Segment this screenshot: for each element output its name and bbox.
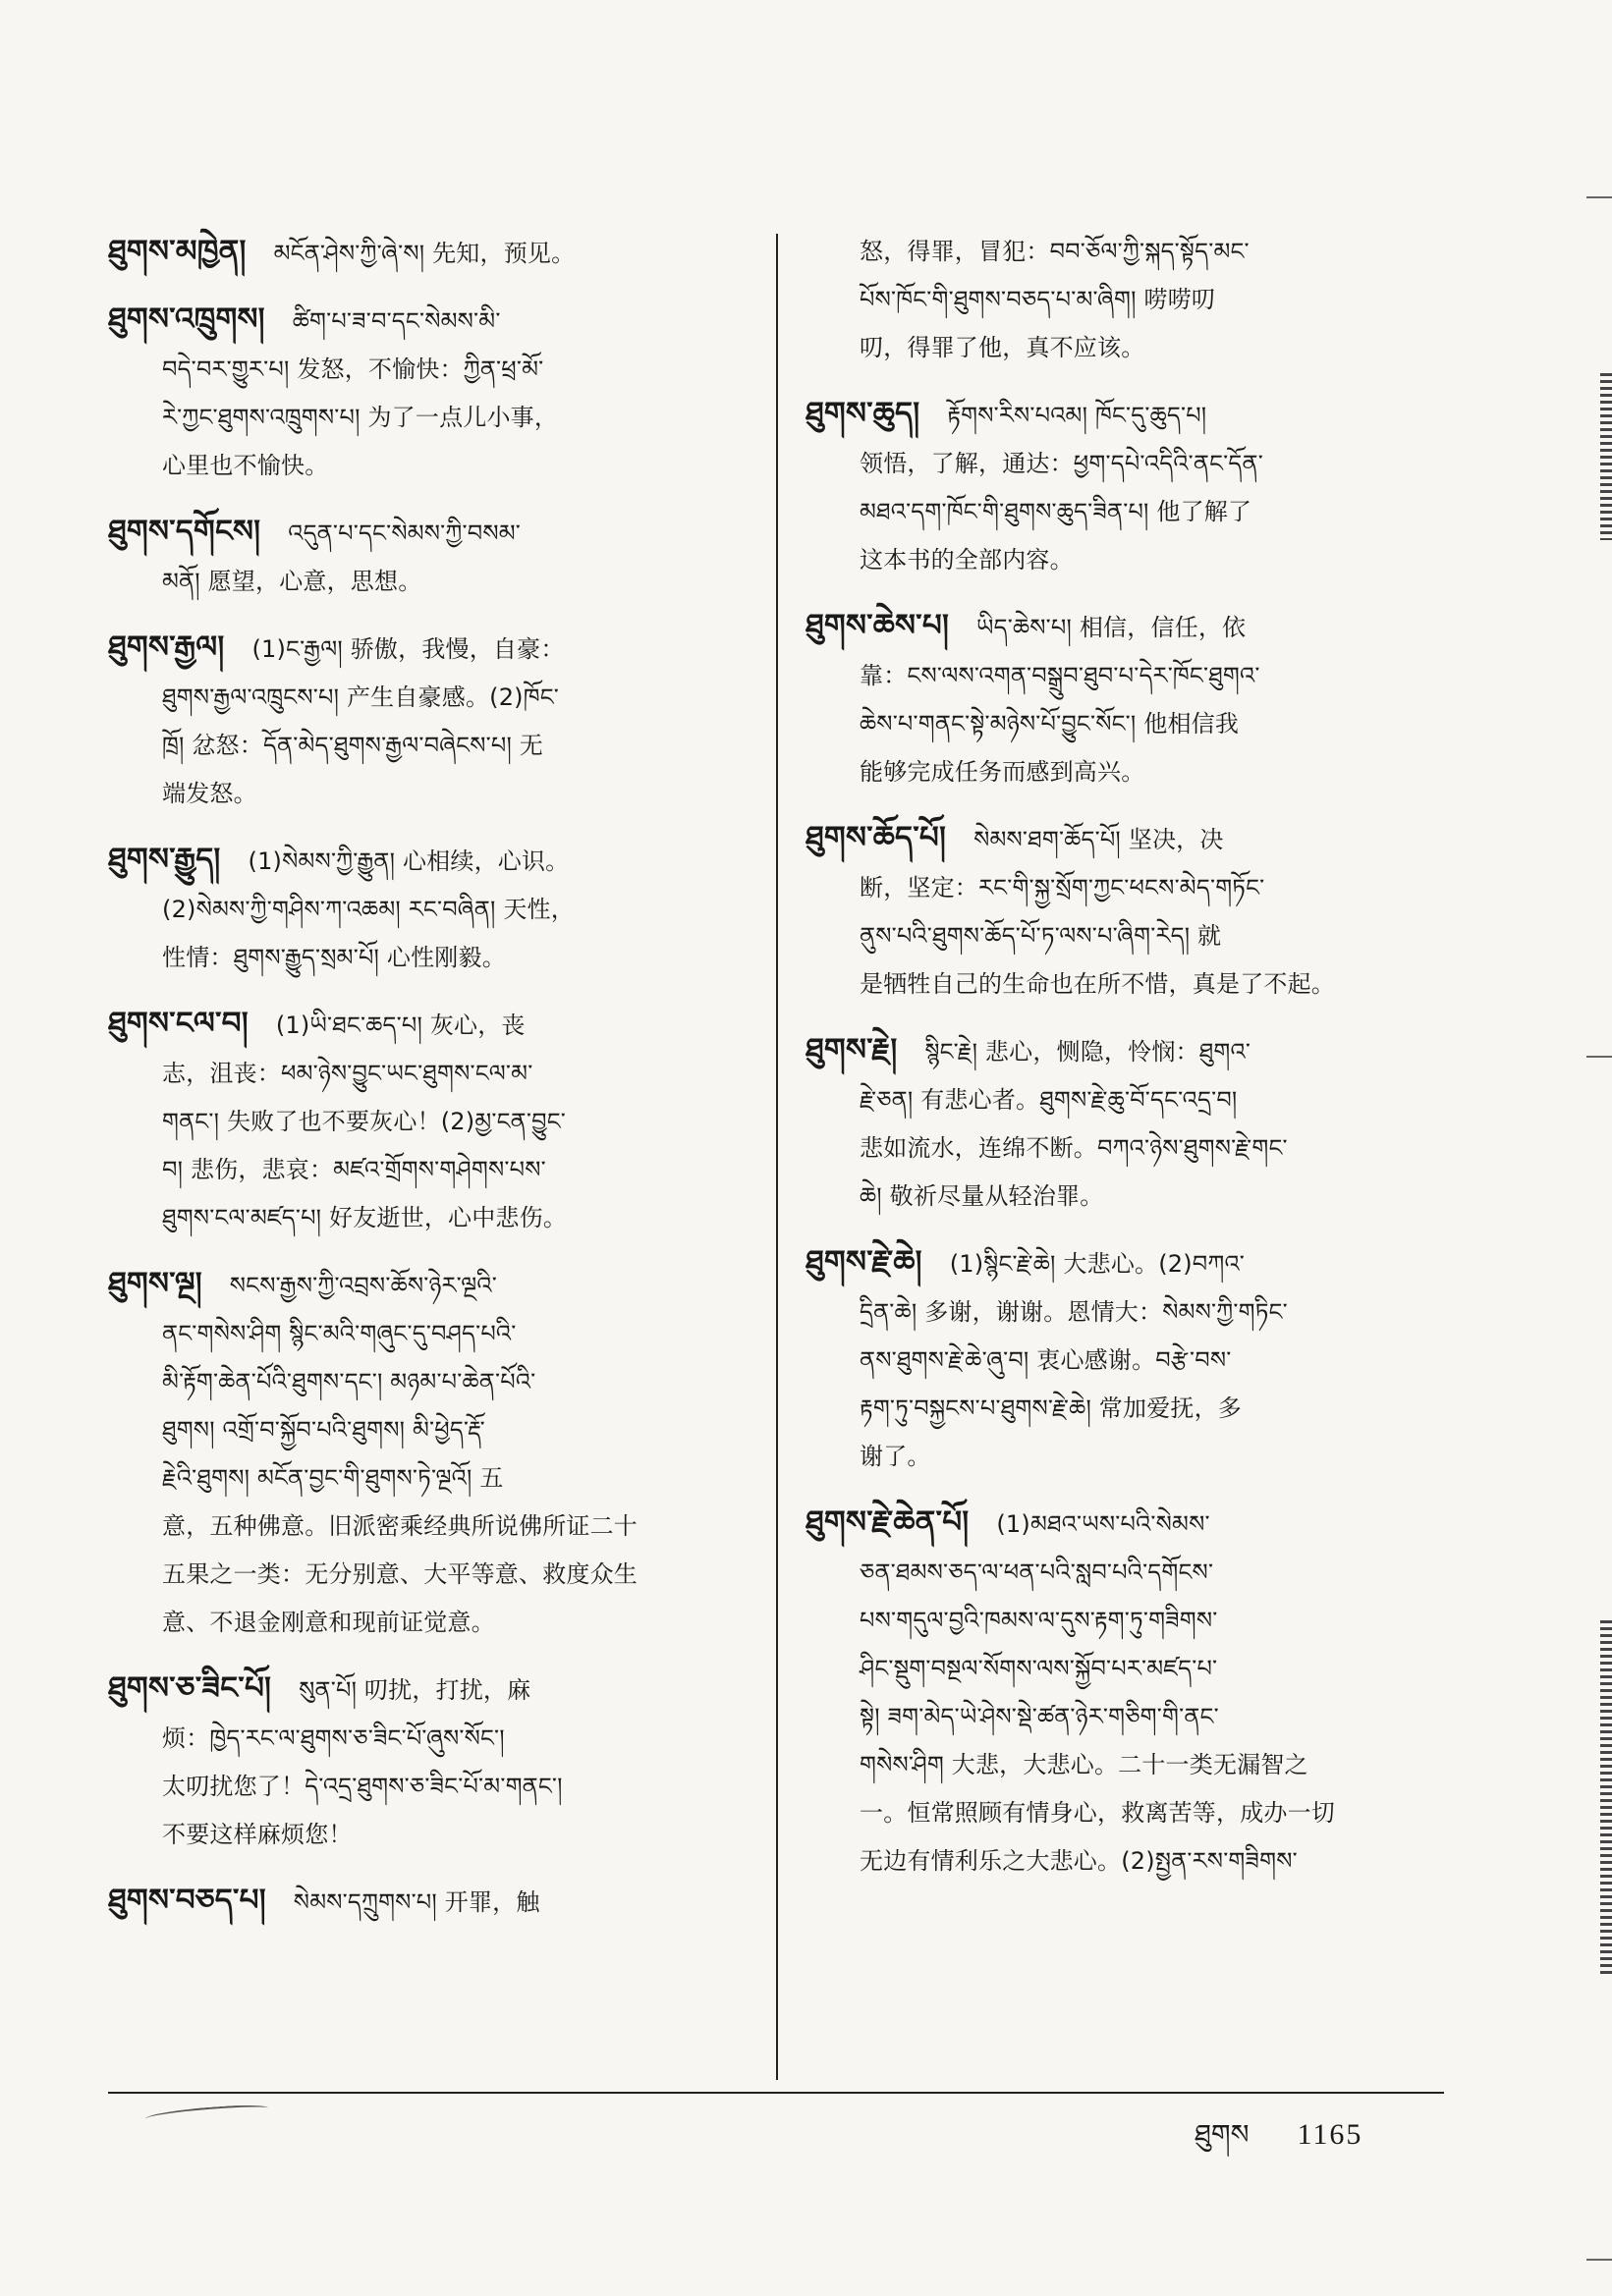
definition-text: རེ་ཀྱང་ཐུགས་འཁྲུགས་པ། 为了一点儿小事， (162, 404, 559, 431)
page-footer (1195, 2104, 1362, 2181)
entry-line (806, 748, 1449, 796)
definition-text: སྙིང་རྗེ། 悲心，恻隐，怜悯：ཐུགའ་ (924, 1038, 1251, 1066)
definition-text: མི་རྟོག་ཆེན་པོའི་ཐུགས་དང་། མཉམ་པ་ཆེན་པོའི་ (162, 1368, 536, 1395)
entry-line (108, 1000, 751, 1050)
entry-line (108, 228, 751, 278)
entry-line (108, 346, 751, 394)
definition-text: རྟོགས་རིས་པའམ། ཁོང་དུ་ཆུད་པ། (947, 402, 1207, 429)
definition-text: 悲如流水，连绵不断。བཀའ་ཉེས་ཐུགས་རྗེ་གང་ (860, 1134, 1288, 1162)
definition-text: ཤིང་སྡུག་བསྔལ་སོགས་ལས་སྐྱོབ་པར་མཛད་པ་ (860, 1655, 1218, 1682)
ink-smudge (145, 2104, 269, 2124)
entry-line (108, 1194, 751, 1242)
entry-line (108, 442, 751, 490)
definition-text: སུན་པོ། 叨扰，打扰，麻 (299, 1676, 531, 1704)
entry-line (806, 602, 1449, 652)
entry-line (806, 1499, 1449, 1549)
definition-text: 五果之一类：无分别意、大平等意、救度众生 (162, 1560, 638, 1588)
headword: ཐུགས་རྗེ། (806, 1032, 898, 1067)
headword: ཐུགས་ཆོད་པོ། (806, 820, 947, 855)
definition-text: དྲིན་ཆེ། 多谢，谢谢。恩情大：སེམས་ཀྱི་གཏིང་ (860, 1298, 1288, 1326)
page-number: 1165 (1297, 2118, 1363, 2151)
entry-line (108, 1599, 751, 1647)
entry-line (806, 324, 1449, 372)
definition-text: (1)ཡི་ཐང་ཆད་པ། 灰心，丧 (275, 1011, 526, 1039)
entry-line (806, 276, 1449, 324)
left-column (108, 228, 751, 1944)
definition-text: སྟེ། ཟག་མེད་ཡེ་ཤེས་སྡེ་ཚན་ཉེར་གཅིག་གི་ནང་ (860, 1703, 1219, 1730)
definition-text: གསེས་ཤིག 大悲，大悲心。二十一类无漏智之 (860, 1751, 1308, 1778)
entry-line (806, 390, 1449, 440)
entry-line (108, 558, 751, 606)
definition-text: 这本书的全部内容。 (860, 546, 1074, 574)
definition-text: (1)སྙིང་རྗེ་ཆེ། 大悲心。(2)བཀའ་ (949, 1250, 1246, 1278)
dictionary-entry (806, 228, 1449, 372)
entry-line (806, 1433, 1449, 1481)
definition-text: སེམས་ཐག་ཆོད་པོ། 坚决，决 (973, 826, 1224, 853)
entry-line (806, 1385, 1449, 1433)
entry-line (806, 1288, 1449, 1337)
entry-line (806, 1076, 1449, 1124)
definition-text: 一。恒常照顾有情身心，救离苦等，成办一切 (860, 1799, 1335, 1827)
dictionary-entry (108, 228, 751, 278)
headword: ཐུགས་ལྔ། (108, 1266, 202, 1301)
entry-line (108, 1877, 751, 1927)
scan-edge-marks (1600, 1620, 1612, 1974)
dictionary-entry (806, 1499, 1449, 1886)
definition-text: ཐུགས་ངལ་མཛད་པ། 好友逝世，心中悲伤。 (162, 1204, 568, 1231)
entry-line (108, 296, 751, 346)
definition-text: (1)མཐའ་ཡས་པའི་སེམས་ (996, 1510, 1210, 1538)
entry-line (108, 836, 751, 886)
definition-text: (1)ང་རྒྱལ། 骄傲，我慢，自豪： (251, 635, 565, 663)
entry-line (806, 440, 1449, 488)
entry-line (806, 960, 1449, 1009)
definition-text: 性情：ཐུགས་རྒྱུད་སྲམ་པོ། 心性刚毅。 (162, 944, 506, 971)
entry-line (806, 864, 1449, 912)
entry-line (108, 1503, 751, 1551)
headword: ཐུགས་རྗེ་ཆེན་པོ། (806, 1504, 970, 1540)
dictionary-entry (806, 1238, 1449, 1481)
entry-line (806, 1238, 1449, 1288)
dictionary-entry (806, 602, 1449, 796)
definition-text: ཆེ། 敬祈尽量从轻治罪。 (860, 1182, 1104, 1210)
definition-text: ནས་ཐུགས་རྗེ་ཆེ་ཞུ་བ། 衷心感谢。བརྩེ་བས་ (860, 1346, 1232, 1374)
entry-line (806, 912, 1449, 960)
entry-line (806, 1026, 1449, 1076)
entry-line (806, 652, 1449, 700)
entry-line (108, 1811, 751, 1859)
definition-text: ཅན་ཐམས་ཅད་ལ་ཕན་པའི་སླབ་པའི་དགོངས་ (860, 1558, 1214, 1586)
definition-text: བདེ་བར་གྱུར་པ། 发怒，不愉快：ཀྱིན་ཕྲ་མོ་ (162, 355, 544, 383)
entry-line (108, 1551, 751, 1599)
headword: ཐུགས་མཁྱེན། (108, 234, 247, 269)
scan-edge-tick (1586, 2259, 1612, 2261)
dictionary-entry (108, 296, 751, 490)
entry-line (806, 1124, 1449, 1173)
headword: ཐུགས་འཁྲུགས། (108, 301, 265, 337)
entry-line (108, 1665, 751, 1715)
entry-line (806, 1597, 1449, 1645)
definition-text: 断，坚定：རང་གི་སྐྱ་སྲོག་ཀྱང་ཕངས་མེད་གཏོང་ (860, 874, 1265, 902)
headword: ཐུགས་ཅ་ཟིང་པོ། (108, 1670, 272, 1706)
definition-text: ཡིད་ཆེས་པ། 相信，信任，依 (976, 614, 1247, 641)
entry-line (108, 1763, 751, 1811)
scan-edge-tick (1586, 196, 1612, 198)
definition-text: སངས་རྒྱས་ཀྱི་འབྲས་ཆོས་ཉེར་ལྔའི་ (229, 1272, 497, 1299)
scan-edge-tick (1586, 1056, 1612, 1058)
column-divider (776, 234, 778, 2080)
headword: ཐུགས་ངལ་བ། (108, 1006, 249, 1041)
definition-text: 意、不退金刚意和现前证觉意。 (162, 1609, 495, 1636)
entry-line (806, 1337, 1449, 1385)
headword: ཐུགས་ཆེས་པ། (806, 608, 950, 643)
right-column (806, 228, 1449, 1903)
definition-text: རྟག་ཏུ་བསྐྱངས་པ་ཐུགས་རྗེ་ཆེ། 常加爱抚，多 (860, 1394, 1243, 1422)
entry-line (806, 536, 1449, 584)
definition-text: ནང་གསེས་ཤིག སྙིང་མའི་གཞུང་དུ་བཤད་པའི་ (162, 1320, 517, 1347)
definition-text: མནོ། 愿望，心意，思想。 (162, 568, 422, 595)
definition-text: 靠：ངས་ལས་འགན་བསྒྲུབ་ཐུབ་པ་དེར་ཁོང་ཐུགའ་ (860, 662, 1260, 689)
definition-text: ཁྲོ། 忿怒：དོན་མེད་ཐུགས་རྒྱལ་བཞེངས་པ། 无 (162, 732, 544, 759)
entry-line (108, 934, 751, 982)
dictionary-entry (108, 836, 751, 982)
definition-text: (2)སེམས་ཀྱི་གཤིས་ཀ་འཆམ། རང་བཞིན། 天性， (162, 896, 575, 923)
definition-text: 端发怒。 (162, 780, 257, 807)
dictionary-entry (108, 508, 751, 606)
definition-text: སེམས་དཀྲུགས་པ། 开罪，触 (293, 1888, 540, 1916)
definition-text: 不要这样麻烦您！ (162, 1821, 353, 1848)
definition-text: 烦：ཁྱེད་རང་ལ་ཐུགས་ཅ་ཟིང་པོ་ཞུས་སོང་། (162, 1724, 505, 1752)
entry-line (108, 1146, 751, 1194)
entry-line (108, 1310, 751, 1358)
entry-line (806, 1645, 1449, 1693)
definition-text: པས་གདུལ་བྱའི་ཁམས་ལ་དུས་རྟག་ཏུ་གཟིགས་ (860, 1607, 1218, 1634)
definition-text: ཐུགས་རྒྱལ་འཁྲུངས་པ། 产生自豪感。(2)ཁོང་ (162, 683, 560, 711)
entry-line (108, 1715, 751, 1763)
entry-line (108, 674, 751, 722)
headword: ཐུགས་ཆུད། (806, 396, 920, 431)
definition-text: 能够完成任务而感到高兴。 (860, 758, 1145, 786)
entry-line (108, 394, 751, 442)
definition-text: 怒，得罪，冒犯：བབ་ཅོལ་ཀྱི་སྐད་སྟོད་མང་ (860, 238, 1250, 265)
entry-line (108, 1406, 751, 1454)
definition-text: པོས་ཁོང་གི་ཐུགས་བཅད་པ་མ་ཞིག། 唠唠叨 (860, 286, 1216, 313)
definition-text: རྗེ་ཅན། 有悲心者。ཐུགས་རྗེ་ཆུ་བོ་དང་འདྲ་བ། (860, 1086, 1238, 1114)
definition-text: 太叨扰您了！དེ་འདྲ་ཐུགས་ཅ་ཟིང་པོ་མ་གནང་། (162, 1773, 563, 1800)
dictionary-entry (108, 624, 751, 818)
definition-text: བ། 悲伤，悲哀：མཛའ་གྲོགས་གཤེགས་པས་ (162, 1156, 546, 1183)
definition-text: (1)སེམས་ཀྱི་རྒྱུན། 心相续，心识。 (248, 847, 570, 875)
headword: ཐུགས་རྗེ་ཆེ། (806, 1244, 922, 1280)
entry-line (806, 1789, 1449, 1837)
entry-line (806, 488, 1449, 536)
entry-line (108, 770, 751, 818)
definition-text: 谢了。 (860, 1443, 931, 1470)
definition-text: ཆེས་པ་གནང་སྟེ་མཉེས་པོ་བྱུང་སོང་། 他相信我 (860, 710, 1240, 738)
definition-text: མཐའ་དག་ཁོང་གི་ཐུགས་ཆུད་ཟིན་པ། 他了解了 (860, 498, 1252, 525)
entry-line (108, 1260, 751, 1310)
dictionary-entry (806, 814, 1449, 1009)
headword: ཐུགས་རྒྱུད། (108, 842, 221, 877)
entry-line (806, 700, 1449, 748)
definition-text: 叨，得罪了他，真不应该。 (860, 334, 1145, 361)
entry-line (806, 1741, 1449, 1789)
definition-text: 志，沮丧：ཕམ་ཉེས་བྱུང་ཡང་ཐུགས་ངལ་མ་ (162, 1060, 533, 1087)
definition-text: ཐུགས། འགྲོ་བ་སྐྱོབ་པའི་ཐུགས། མི་ཕྱེད་རྡོ་ (162, 1416, 485, 1444)
entry-line (108, 1454, 751, 1503)
definition-text: ནུས་པའི་ཐུགས་ཆོད་པོ་ཏ་ལས་པ་ཞིག་རེད། 就 (860, 922, 1222, 950)
entry-line (806, 228, 1449, 276)
entry-line (806, 814, 1449, 864)
entry-line (108, 508, 751, 558)
definition-text: 无边有情利乐之大悲心。(2)སྤྱན་རས་གཟིགས་ (860, 1847, 1298, 1875)
running-head: ཐུགས (1195, 2118, 1250, 2151)
dictionary-entry (108, 1260, 751, 1647)
entry-line (806, 1549, 1449, 1597)
entry-line (806, 1837, 1449, 1886)
entry-line (108, 1358, 751, 1406)
headword: ཐུགས་བཅད་པ། (108, 1883, 266, 1918)
entry-line (108, 1098, 751, 1146)
bottom-rule (108, 2092, 1444, 2094)
definition-text: གནང་། 失败了也不要灰心！(2)མྱ་ངན་བྱུང་ (162, 1108, 566, 1135)
headword: ཐུགས་དགོངས། (108, 514, 261, 549)
scan-edge-marks (1600, 373, 1612, 540)
entry-line (108, 722, 751, 770)
entry-line (108, 624, 751, 674)
definition-text: 领悟，了解，通达：ཕྱག་དཔེ་འདིའི་ནང་དོན་ (860, 450, 1263, 477)
definition-text: ཚིག་པ་ཟ་བ་དང་སེམས་མི་ (292, 307, 501, 335)
entry-line (806, 1693, 1449, 1741)
definition-text: འདུན་པ་དང་སེམས་ཀྱི་བསམ་ (288, 519, 522, 547)
definition-text: 心里也不愉快。 (162, 452, 329, 479)
dictionary-entry (806, 1026, 1449, 1221)
entry-line (108, 886, 751, 934)
dictionary-entry (806, 390, 1449, 584)
headword: ཐུགས་རྒྱལ། (108, 629, 225, 665)
definition-text: རྗེའི་ཐུགས། མངོན་བྱང་གི་ཐུགས་ཏེ་ལྔའོ། 五 (162, 1464, 504, 1492)
entry-line (806, 1173, 1449, 1221)
entry-line (108, 1050, 751, 1098)
dictionary-entry (108, 1000, 751, 1242)
definition-text: 意，五种佛意。旧派密乘经典所说佛所证二十 (162, 1512, 638, 1540)
definition-text: 是牺牲自己的生命也在所不惜，真是了不起。 (860, 970, 1335, 998)
definition-text: མངོན་ཤེས་ཀྱི་ཞེ་ས། 先知，预见。 (273, 240, 576, 267)
dictionary-entry (108, 1665, 751, 1859)
dictionary-entry (108, 1877, 751, 1927)
